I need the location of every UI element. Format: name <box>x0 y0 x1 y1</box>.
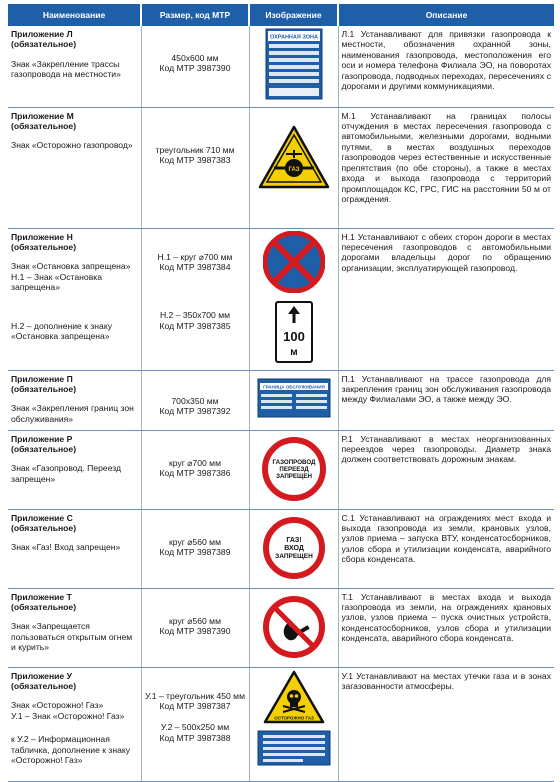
row-size-cell <box>141 228 249 370</box>
addon-size: Н.2 – 350х700 мм <box>159 310 231 321</box>
table-row <box>8 588 554 667</box>
warning-triangle-gas-icon <box>258 124 330 190</box>
table-row <box>8 430 554 509</box>
sign-size: 700х350 мм <box>171 395 219 406</box>
row-description-cell: У.1 Устанавливают на местах утечки газа и в зонах загазованности атмосферы. <box>338 667 554 781</box>
row-name-cell <box>8 26 141 107</box>
row-size-cell <box>141 430 249 509</box>
appendix-title: Приложение У <box>11 670 72 681</box>
row-size-cell <box>141 588 249 667</box>
addon-size: У.2 – 500х250 мм <box>160 722 230 733</box>
sign-name: Знак «Осторожно! Газ» <box>11 700 104 711</box>
plate-number: 100 <box>282 328 305 344</box>
no-crossing-icon <box>262 437 326 501</box>
sign-subname: У.1 – Знак «Осторожно! Газ» <box>11 710 125 721</box>
row-description-cell: П.1 Устанавливают на трассе газопровода для закрепления границ зон обслуживания газопровода между Филиалами ЭО, а также между ЭО. <box>338 370 554 430</box>
row-description-cell: М.1 Устанавливают на границах полосы отчуждения в местах пересечения газопровода с автомобильными, железными дорогами, водными путями, в местах воздушных переходов газопроводов через естественные и искусственные препятствия (по обе стороны), а также в местах входа и выхода газопровода с территорий промплощадок КС, ГРС, ГИС на расстоянии 50 м от ограждения. <box>338 107 554 228</box>
addon-code: Код МТР 3987388 <box>159 732 231 743</box>
row-size-cell <box>141 370 249 430</box>
no-stopping-icon <box>263 231 325 293</box>
sign-code: Код МТР 3987387 <box>159 700 231 711</box>
table-header <box>8 4 554 26</box>
sign-size: 450х600 мм <box>171 53 219 63</box>
row-description-cell: Т.1 Устанавливают в местах входа и выхода газопровода из земли, на ограждениях крановых узлов, узлов приема – пуска очистных устройств, конденсатосборников, узлов сбора и утилизации конденсата, аварийного сбора конденсата. <box>338 588 554 667</box>
sign-name: Знак «Осторожно газопровод» <box>11 140 133 151</box>
sign-code: Код МТР 3987389 <box>159 546 231 557</box>
sign-code: Код МТР 3987384 <box>159 261 231 272</box>
sign-code: Код МТР 3987383 <box>159 154 231 165</box>
sign-line-3: ЗАПРЕЩЕН <box>275 472 312 480</box>
row-size-cell <box>141 509 249 588</box>
sign-name: Знак «Газопровод. Переезд запрещен» <box>11 463 122 484</box>
blue-boundary-plate-icon <box>257 378 331 418</box>
sign-size: круг ⌀560 мм <box>169 536 221 547</box>
row-name-cell <box>8 588 141 667</box>
sign-size: Н.1 – круг ⌀700 мм <box>157 251 233 262</box>
row-image-cell <box>249 26 338 107</box>
appendix-title: Приложение Н <box>11 231 73 242</box>
no-entry-gas-icon <box>263 517 325 579</box>
sign-name: Знак «Остановка запрещена» <box>11 261 131 272</box>
sign-subname: Н.1 – Знак «Остановка запрещена» <box>11 271 102 293</box>
row-image-cell <box>249 667 338 781</box>
sign-line-2: ПЕРЕЕЗД <box>278 465 309 473</box>
sign-code: Код МТР 3987386 <box>159 467 231 478</box>
sign-code: Код МТР 3987390 <box>159 63 231 74</box>
sign-line-1: ГАЗ! <box>285 536 302 544</box>
row-name-cell <box>8 228 141 370</box>
table-row <box>8 26 554 107</box>
appendix-subtitle: (обязательное) <box>11 443 77 454</box>
appendix-title: Приложение С <box>11 512 73 523</box>
table-row <box>8 370 554 430</box>
row-image-cell <box>249 370 338 430</box>
addon-code: Код МТР 3987385 <box>159 320 231 331</box>
row-image-cell <box>249 107 338 228</box>
row-name-cell <box>8 370 141 430</box>
row-name-cell <box>8 107 141 228</box>
sign-line-2: ВХОД <box>283 544 304 552</box>
blue-rect-plate-sign-icon <box>265 28 323 100</box>
header-name: Наименование <box>8 4 141 26</box>
distance-plate-icon <box>275 301 313 363</box>
row-name-cell <box>8 667 141 781</box>
sign-size: круг ⌀700 мм <box>169 457 221 468</box>
row-image-cell <box>249 509 338 588</box>
row-image-cell <box>249 228 338 370</box>
row-description-cell: Л.1 Устанавливают для привязки газопровода к местности, обозначения охранной зоны, наименования газопровода, местоположения его оси и номера телефона Филиала ЭО, на поворотах газопровода, подводных переходах, пересечениях с дорогами и другими коммуникациями. <box>338 26 554 107</box>
row-name-cell <box>8 430 141 509</box>
signs-table <box>8 4 554 782</box>
sign-code: Код МТР 3987392 <box>159 405 231 416</box>
sign-size: У.1 – треугольник 450 мм <box>145 690 245 701</box>
table-row <box>8 667 554 781</box>
sign-caption: ОХРАННАЯ ЗОНА <box>269 34 318 41</box>
sign-size: треугольник 710 мм <box>155 144 235 155</box>
table-row <box>8 107 554 228</box>
row-size-cell <box>141 26 249 107</box>
sign-name: Знак «Запрещается пользоваться открытым огнем и курить» <box>11 621 133 653</box>
row-description-cell: Р.1 Устанавливают в местах неорганизованных переездов через газопроводы. Диаметр знака должен соответствовать дорожным знакам. <box>338 430 554 509</box>
table-row <box>8 228 554 370</box>
row-name-cell <box>8 509 141 588</box>
sign-code: Код МТР 3987390 <box>159 625 231 636</box>
appendix-subtitle: (обязательное) <box>11 680 77 691</box>
info-plate-icon <box>257 730 331 766</box>
header-image: Изображение <box>249 4 338 26</box>
plate-unit: м <box>289 346 298 358</box>
appendix-title: Приложение Л <box>11 29 73 39</box>
sign-name: Знак «Закрепления границ зон обслуживания» <box>11 403 134 424</box>
appendix-subtitle: (обязательное) <box>11 522 77 533</box>
appendix-title: Приложение П <box>11 373 73 384</box>
header-description: Описание <box>338 4 554 26</box>
sign-caption: ГРАНИЦА ОБСЛУЖИВАНИЯ <box>262 384 325 389</box>
page <box>8 4 554 764</box>
row-size-cell <box>141 667 249 781</box>
sign-line-3: ЗАПРЕЩЕН <box>274 552 313 560</box>
appendix-title: Приложение Т <box>11 591 72 602</box>
sign-caption: ОСТОРОЖНО ГАЗ <box>273 715 314 720</box>
sign-addon-name: к У.2 – Информационная табличка, дополнение к знаку «Осторожно! Газ» <box>11 734 131 766</box>
appendix-title: Приложение Р <box>11 433 73 444</box>
appendix-subtitle: (обязательное) <box>11 120 77 131</box>
appendix-subtitle: (обязательное) <box>11 241 77 252</box>
no-open-fire-icon <box>263 596 325 658</box>
header-size: Размер, код МТР <box>141 4 249 26</box>
sign-size: круг ⌀560 мм <box>169 615 221 626</box>
warning-skull-gas-icon <box>263 670 325 724</box>
appendix-title: Приложение М <box>11 110 74 121</box>
row-description-cell: С.1 Устанавливают на ограждениях мест входа и выхода газопровода из земли, крановых узлов, узлов приема – запуска ВТУ, конденсатосборников, узлов сбора и утилизации конденсата, аварийного сбора конденсата. <box>338 509 554 588</box>
sign-caption: ГАЗ <box>287 166 300 173</box>
row-size-cell <box>141 107 249 228</box>
table-row <box>8 509 554 588</box>
sign-line-1: ГАЗОПРОВОД <box>272 458 315 466</box>
appendix-subtitle: (обязательное) <box>11 39 77 50</box>
sign-addon-name: Н.2 – дополнение к знаку «Остановка запрещена» <box>11 320 112 342</box>
row-image-cell <box>249 430 338 509</box>
sign-name: Знак «Закрепление трассы газопровода на местности» <box>11 58 121 80</box>
sign-name: Знак «Газ! Вход запрещен» <box>11 542 121 553</box>
appendix-subtitle: (обязательное) <box>11 601 77 612</box>
appendix-subtitle: (обязательное) <box>11 383 77 394</box>
row-image-cell <box>249 588 338 667</box>
row-description-cell: Н.1 Устанавливают с обеих сторон дороги в местах пересечения газопроводов с автомобильными дорогами владельцы дорог по обращению организации, эксплуатирующей газопровод. <box>338 228 554 370</box>
